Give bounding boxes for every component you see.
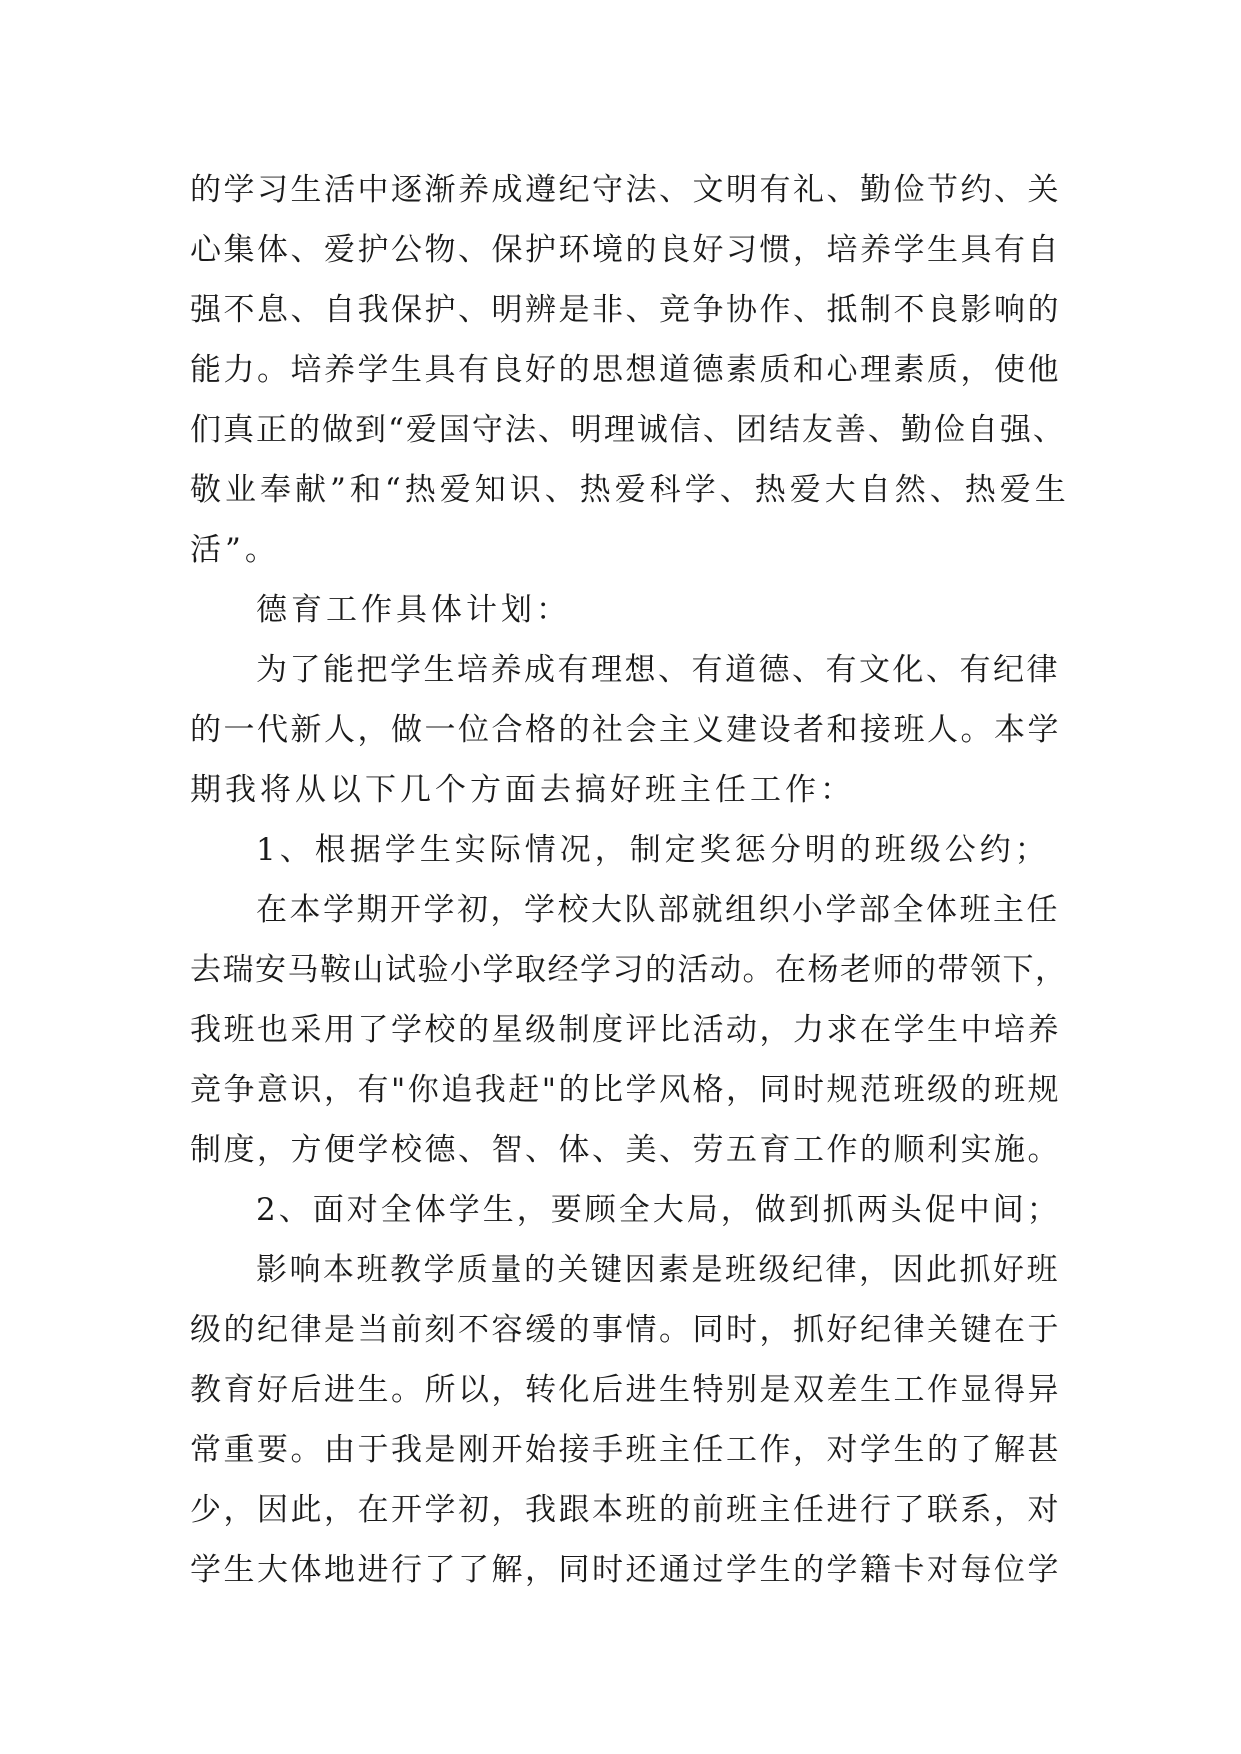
text-line: 少，因此，在开学初，我跟本班的前班主任进行了联系，对: [190, 1492, 1061, 1528]
text-line: 竞争意识，有"你追我赶"的比学风格，同时规范班级的班规: [190, 1072, 1062, 1108]
text-line: 级的纪律是当前刻不容缓的事情。同时，抓好纪律关键在于: [190, 1312, 1061, 1348]
text-line: 去瑞安马鞍山试验小学取经学习的活动。在杨老师的带领下，: [190, 952, 1068, 988]
text-line: 在本学期开学初，学校大队部就组织小学部全体班主任: [256, 892, 1060, 928]
text-line: 为了能把学生培养成有理想、有道德、有文化、有纪律: [256, 652, 1060, 688]
text-line: 们真正的做到“爱国守法、明理诚信、团结友善、勤俭自强、: [190, 412, 1066, 448]
text-line: 的一代新人，做一位合格的社会主义建设者和接班人。本学: [190, 712, 1061, 748]
text-line: 制度，方便学校德、智、体、美、劳五育工作的顺利实施。: [190, 1132, 1061, 1168]
text-line: 学生大体地进行了了解，同时还通过学生的学籍卡对每位学: [190, 1552, 1061, 1588]
numbered-item-1: 1、根据学生实际情况，制定奖惩分明的班级公约；: [256, 832, 1050, 868]
text-line: 影响本班教学质量的关键因素是班级纪律，因此抓好班: [256, 1252, 1060, 1288]
text-line: 教育好后进生。所以，转化后进生特别是双差生工作显得异: [190, 1372, 1061, 1408]
text-line: 心集体、爱护公物、保护环境的良好习惯，培养学生具有自: [190, 232, 1061, 268]
section-heading: 德育工作具体计划：: [256, 592, 571, 628]
numbered-item-2: 2、面对全体学生，要顾全大局，做到抓两头促中间；: [256, 1192, 1061, 1228]
text-line: 我班也采用了学校的星级制度评比活动，力求在学生中培养: [190, 1012, 1061, 1048]
text-line: 常重要。由于我是刚开始接手班主任工作，对学生的了解甚: [190, 1432, 1061, 1468]
text-line: 活”。: [190, 532, 280, 568]
document-body: [190, 160, 1070, 1600]
text-line: 能力。培养学生具有良好的思想道德素质和心理素质，使他: [190, 352, 1061, 388]
text-line: 强不息、自我保护、明辨是非、竞争协作、抵制不良影响的: [190, 292, 1061, 328]
text-line: 的学习生活中逐渐养成遵纪守法、文明有礼、勤俭节约、关: [190, 172, 1061, 208]
text-line: 敬业奉献”和“热爱知识、热爱科学、热爱大自然、热爱生: [190, 472, 1070, 508]
text-line: 期我将从以下几个方面去搞好班主任工作：: [190, 772, 855, 808]
